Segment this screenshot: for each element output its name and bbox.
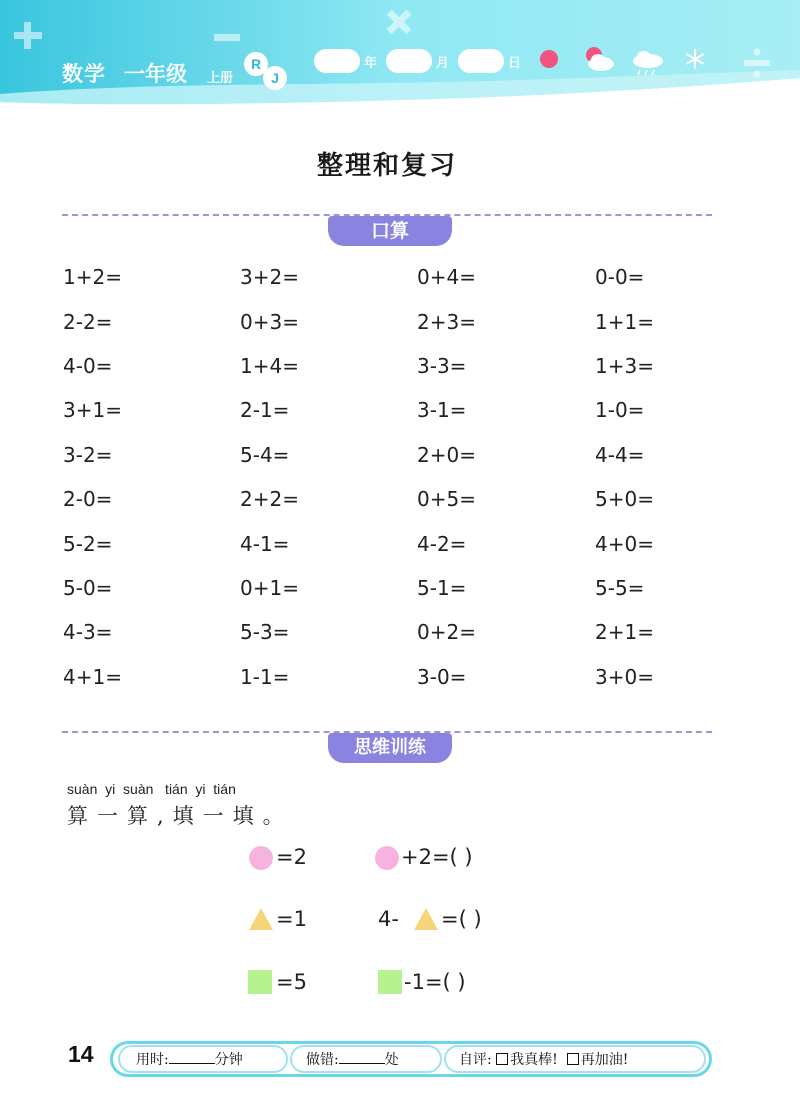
self-eval-field (459, 1049, 628, 1069)
oral-problem: 3+2= (240, 265, 299, 289)
question-equation: +2=( ) (401, 845, 473, 869)
oral-problem: 4-2= (417, 532, 467, 556)
oral-problem: 4-1= (240, 532, 290, 556)
oral-problem: 2-0= (63, 487, 113, 511)
oral-problem: 2-1= (240, 398, 290, 422)
oral-problem: 5-0= (63, 576, 113, 600)
year-label: 年 (364, 56, 378, 71)
oral-problem: 2+1= (595, 620, 654, 644)
oral-problem: 4+0= (595, 532, 654, 556)
day-label: 日 (508, 56, 522, 71)
day-input[interactable] (458, 49, 504, 73)
oral-problem: 4+1= (63, 665, 122, 689)
oral-problem: 1+3= (595, 354, 654, 378)
square-shape (378, 970, 402, 994)
oral-problem: 3-0= (417, 665, 467, 689)
volume-label: 上册 (207, 71, 234, 86)
year-input[interactable] (314, 49, 360, 73)
oral-problem: 2-2= (63, 310, 113, 334)
errors-input[interactable] (339, 1050, 385, 1064)
great-checkbox[interactable] (496, 1053, 508, 1065)
page-title: 整理和复习 (316, 151, 457, 181)
oral-problem: 5-2= (63, 532, 113, 556)
oral-problem: 0+1= (240, 576, 299, 600)
sunny-icon[interactable] (538, 48, 560, 70)
circle-shape (374, 845, 400, 871)
self-eval-label: 自评: (459, 1052, 492, 1068)
question-equation: -1=( ) (404, 970, 466, 994)
rainy-icon[interactable] (630, 48, 666, 78)
snowflake-icon[interactable] (684, 48, 706, 70)
oral-problem: 4-3= (63, 620, 113, 644)
oral-problem: 2+2= (240, 487, 299, 511)
triangle-shape (413, 907, 439, 931)
errors-label: 做错: (306, 1052, 339, 1068)
oral-problem: 0+5= (417, 487, 476, 511)
question-equation: =( ) (441, 907, 482, 931)
oral-problem: 4-0= (63, 354, 113, 378)
oral-problem: 3-1= (417, 398, 467, 422)
time-label: 用时: (136, 1052, 169, 1068)
oral-problem: 5-3= (240, 620, 290, 644)
oral-problem: 0-0= (595, 265, 645, 289)
try-label: 再加油! (580, 1052, 629, 1068)
month-label: 月 (436, 56, 450, 71)
grade-label: 一年级 (124, 62, 187, 86)
oral-problem: 1-1= (240, 665, 290, 689)
month-input[interactable] (386, 49, 432, 73)
given-equation: =5 (276, 970, 307, 994)
oral-problem: 1+2= (63, 265, 122, 289)
great-label: 我真棒! (510, 1052, 558, 1068)
partly-cloudy-icon[interactable] (582, 44, 616, 74)
oral-problem: 3-3= (417, 354, 467, 378)
square-shape (248, 970, 272, 994)
time-unit: 分钟 (214, 1052, 243, 1068)
subject-label: 数学 (62, 62, 106, 86)
errors-field (306, 1049, 399, 1069)
oral-problem: 0+3= (240, 310, 299, 334)
oral-problem: 1+1= (595, 310, 654, 334)
given-equation: =1 (276, 907, 307, 931)
answer-blank[interactable] (472, 828, 524, 886)
oral-problem: 5-1= (417, 576, 467, 600)
oral-problem: 5-5= (595, 576, 645, 600)
section-tab-thinking: 思维训练 (328, 733, 452, 763)
oral-problem: 3+0= (595, 665, 654, 689)
section-tab-oral: 口算 (328, 216, 452, 246)
try-checkbox[interactable] (567, 1053, 579, 1065)
instruction-text: 算一算,填一填。 (67, 804, 293, 828)
oral-problem: 0+4= (417, 265, 476, 289)
given-equation: =2 (276, 845, 307, 869)
errors-unit: 处 (384, 1052, 399, 1068)
oral-problem: 5+0= (595, 487, 654, 511)
circle-shape (248, 845, 274, 871)
oral-problem: 1+4= (240, 354, 299, 378)
oral-problem: 2+3= (417, 310, 476, 334)
oral-problem: 1-0= (595, 398, 645, 422)
time-field (136, 1049, 243, 1069)
oral-problem: 3+1= (63, 398, 122, 422)
edition-badge-j: J (263, 66, 287, 90)
oral-problem: 5-4= (240, 443, 290, 467)
page-number: 14 (68, 1041, 94, 1067)
oral-problem: 2+0= (417, 443, 476, 467)
oral-problem: 3-2= (63, 443, 113, 467)
triangle-shape (248, 907, 274, 931)
question-prefix: 4- (378, 907, 399, 931)
instruction-pinyin: suàn yi suàn tián yi tián (67, 781, 236, 797)
answer-blank[interactable] (472, 953, 524, 1011)
header-band (0, 0, 800, 110)
oral-problem: 0+2= (417, 620, 476, 644)
edition-badge-r: R (244, 52, 268, 76)
oral-problem: 4-4= (595, 443, 645, 467)
time-input[interactable] (169, 1050, 215, 1064)
